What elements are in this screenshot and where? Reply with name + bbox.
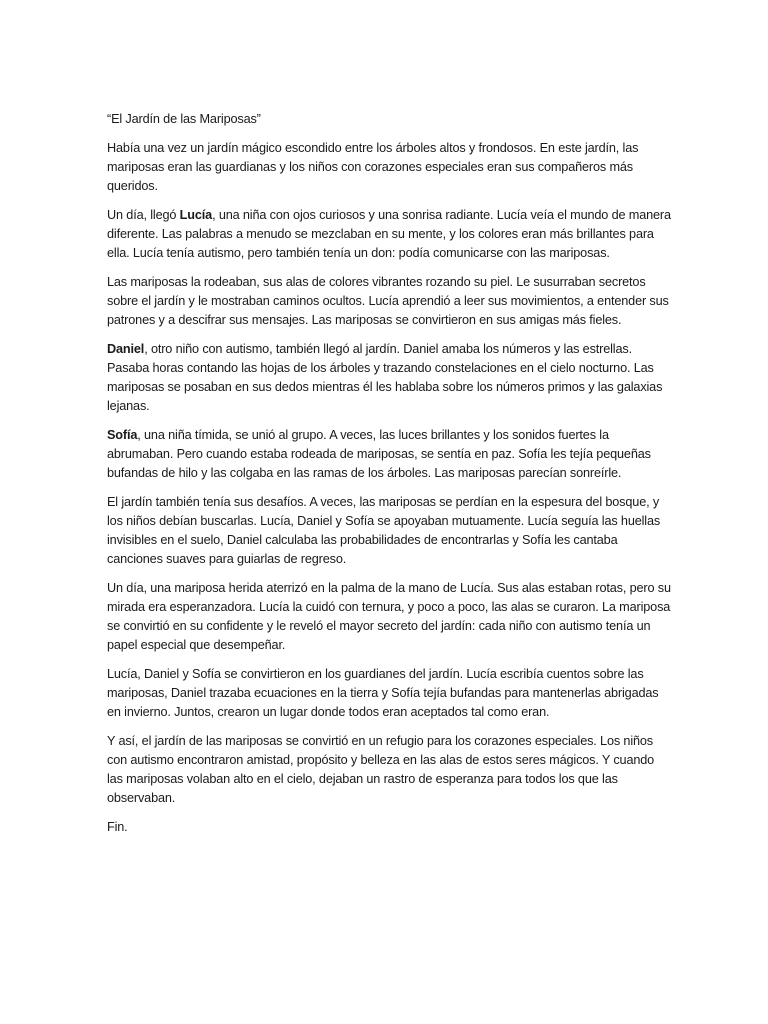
paragraph-text: Un día, una mariposa herida aterrizó en la palma de la mano de Lucía. Sus alas estaban rotas, pero su mirada era esperanzadora. Lucía la cuidó con ternura, y poco a poco, las alas se curaron. La mariposa se convirtió en su confidente y le reveló el mayor secreto del jardín: cada niño con autismo tenía un papel especial que desempeñar. <box>107 581 671 652</box>
character-name-lucia: Lucía <box>179 208 213 222</box>
paragraph-end <box>107 818 673 837</box>
document-title: “El Jardín de las Mariposas” <box>107 112 261 126</box>
paragraph-text: El jardín también tenía sus desafíos. A veces, las mariposas se perdían en la espesura del bosque, y los niños debían buscarlas. Lucía, Daniel y Sofía se apoyaban mutuamente. Lucía seguía las huellas invisibles en el suelo, Daniel calculaba las probabilidades de encontrarlas y Sofía les cantaba canciones suaves para guiarlas de regreso. <box>107 495 661 566</box>
paragraph-challenges <box>107 493 673 569</box>
paragraph-intro <box>107 139 673 196</box>
paragraph-daniel <box>107 340 673 416</box>
paragraph-text: Fin. <box>107 820 128 834</box>
paragraph-text: Lucía, Daniel y Sofía se convirtieron en los guardianes del jardín. Lucía escribía cuentos sobre las mariposas, Daniel trazaba ecuaciones en la tierra y Sofía tejía bufandas para mantenerlas abrigadas en invierno. Juntos, crearon un lugar donde todos eran aceptados tal como eran. <box>107 667 659 719</box>
paragraph-guardians <box>107 665 673 722</box>
paragraph-butterflies <box>107 273 673 330</box>
paragraph-text: , una niña tímida, se unió al grupo. A veces, las luces brillantes y los sonidos fuertes la abrumaban. Pero cuando estaba rodeada de mariposas, se sentía en paz. Sofía les tejía pequeñas bufandas de hilo y las colgaba en las ramas de los árboles. Las mariposas parecían sonreírle. <box>107 428 651 480</box>
paragraph-text: , otro niño con autismo, también llegó al jardín. Daniel amaba los números y las estrellas. Pasaba horas contando las hojas de los árboles y trazando constelaciones en el cielo nocturno. Las mariposas se posaban en sus dedos mientras él les hablaba sobre los números primos y las galaxias lejanas. <box>107 342 663 413</box>
paragraph-text: Había una vez un jardín mágico escondido entre los árboles altos y frondosos. En este jardín, las mariposas eran las guardianas y los niños con corazones especiales eran sus compañeros más queridos. <box>107 141 639 193</box>
paragraph-prefix: Un día, llegó <box>107 208 180 222</box>
character-name-sofia: Sofía <box>107 428 138 442</box>
paragraph-sofia <box>107 426 673 483</box>
paragraph-text: Las mariposas la rodeaban, sus alas de colores vibrantes rozando su piel. Le susurraban secretos sobre el jardín y le mostraban caminos ocultos. Lucía aprendió a leer sus movimientos, a entender sus patrones y a descifrar sus mensajes. Las mariposas se convirtieron en sus amigas más fieles. <box>107 275 669 327</box>
paragraph-refuge <box>107 732 673 808</box>
paragraph-lucia <box>107 206 673 263</box>
paragraph-text: , una niña con ojos curiosos y una sonrisa radiante. Lucía veía el mundo de manera diferente. Las palabras a menudo se mezclaban en su mente, y los colores eran más brillantes para ella. Lucía tenía autismo, pero también tenía un don: podía comunicarse con las mariposas. <box>107 208 671 260</box>
character-name-daniel: Daniel <box>107 342 145 356</box>
paragraph-wounded-butterfly <box>107 579 673 655</box>
document-page <box>107 110 673 847</box>
paragraph-text: Y así, el jardín de las mariposas se convirtió en un refugio para los corazones especiales. Los niños con autismo encontraron amistad, propósito y belleza en las alas de estos seres mágicos. Y cuando las mariposas volaban alto en el cielo, dejaban un rastro de esperanza para todos los que las observaban. <box>107 734 655 805</box>
